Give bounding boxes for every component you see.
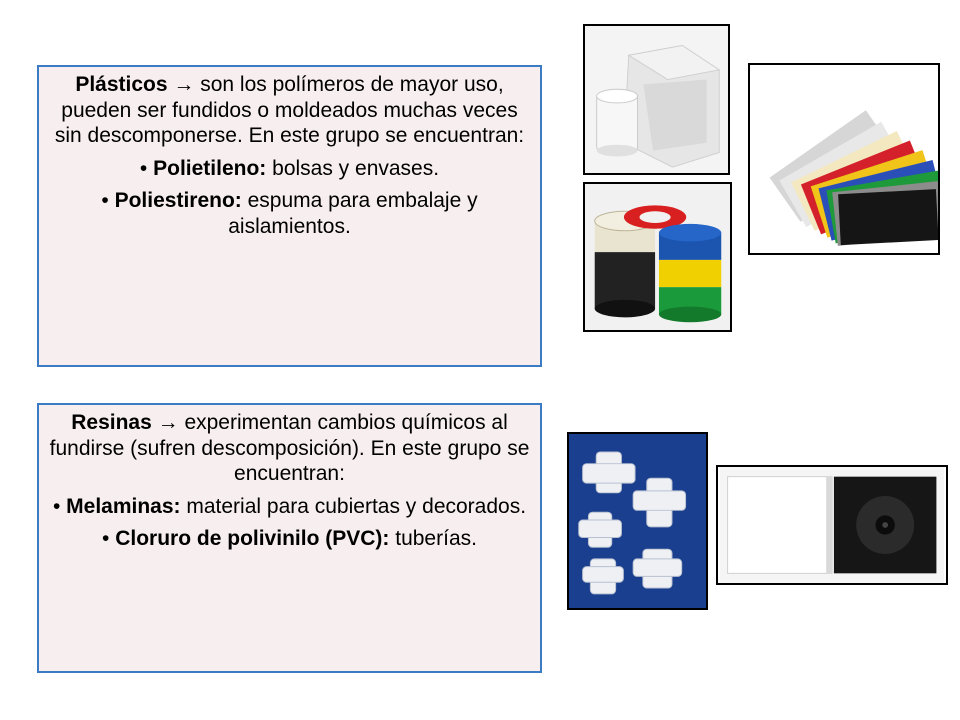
- bullet: •: [139, 156, 148, 180]
- arrow: →: [173, 73, 195, 96]
- list-item: [49, 156, 530, 182]
- item-text: espuma para embalaje y aislamientos.: [228, 189, 478, 238]
- plasticos-box: [37, 65, 542, 367]
- item-term: Cloruro de polivinilo (PVC):: [115, 527, 390, 550]
- item-term: Melaminas:: [66, 494, 181, 518]
- item-text: tuberías.: [389, 527, 477, 550]
- resinas-intro: [49, 410, 530, 487]
- plasticos-intro: [49, 72, 530, 149]
- item-term: Polietileno:: [153, 156, 267, 180]
- plasticos-description: son los polímeros de mayor uso, pueden ser fundidos o moldeados muchas veces sin descomponerse. En este grupo se encuentran:: [54, 73, 525, 147]
- arrow: →: [157, 411, 179, 434]
- item-text: bolsas y envases.: [266, 156, 440, 180]
- list-item: [49, 188, 530, 239]
- bullet: •: [52, 494, 61, 518]
- resinas-description: experimentan cambios químicos al fundirse (sufren descomposición). En este grupo se encuentran:: [49, 411, 530, 485]
- item-text: material para cubiertas y decorados.: [180, 494, 527, 518]
- colored-sheets-image: [748, 63, 940, 255]
- resinas-title: Resinas: [71, 411, 152, 434]
- resinas-box: [37, 403, 542, 673]
- plasticos-title: Plásticos: [75, 73, 168, 96]
- cd-case-image: [716, 465, 948, 585]
- tape-rolls-image: [583, 182, 732, 332]
- bullet: •: [102, 527, 110, 550]
- pvc-fittings-image: [567, 432, 708, 610]
- bullet: •: [101, 189, 109, 212]
- list-item: [49, 494, 530, 520]
- item-term: Poliestireno:: [114, 189, 242, 212]
- foam-packaging-image: [583, 24, 730, 175]
- list-item: [49, 526, 530, 552]
